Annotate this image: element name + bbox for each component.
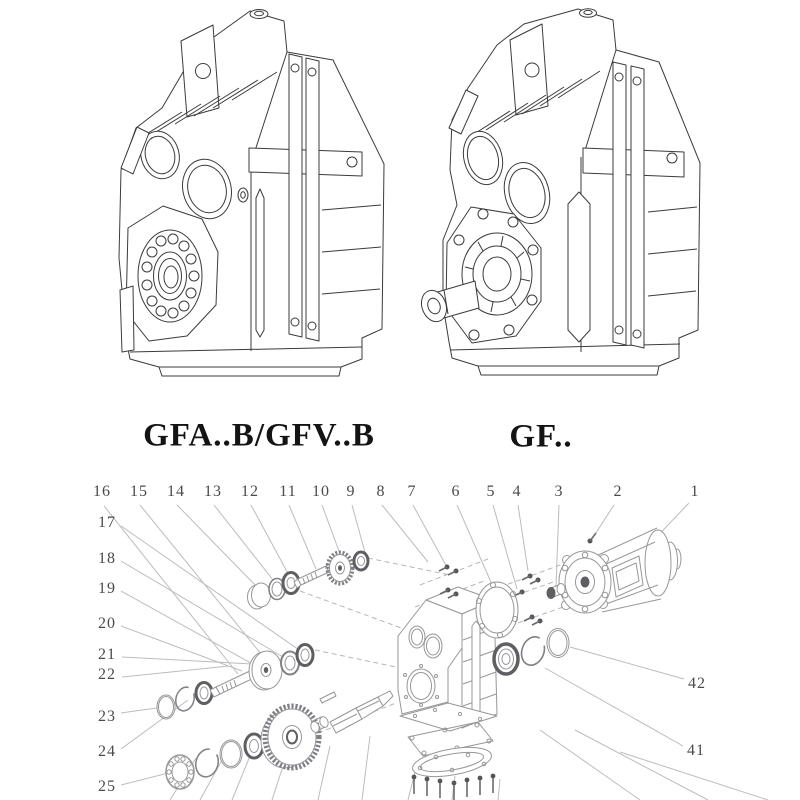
part-input-flange-gasket [476, 582, 518, 638]
callout-5: 5 [486, 483, 496, 500]
part-o-ring [547, 629, 569, 658]
exploded-drawing [104, 503, 768, 800]
callout-13: 13 [204, 483, 222, 500]
callout-3: 3 [554, 483, 564, 500]
callout-41: 41 [687, 742, 705, 759]
part-bottom-cover [410, 742, 493, 781]
callout-24: 24 [98, 743, 116, 760]
part-snap-ring [518, 634, 549, 669]
callout-10: 10 [312, 483, 330, 500]
callout-7: 7 [407, 483, 417, 500]
callout-1: 1 [690, 483, 700, 500]
callout-25: 25 [98, 778, 116, 795]
model-label-gfab-gfvb: GFA..B/GFV..B [143, 417, 375, 454]
output-flange-and-shaft [417, 207, 541, 343]
callout-42: 42 [688, 675, 706, 692]
callout-9: 9 [346, 483, 356, 500]
callout-17: 17 [98, 514, 116, 531]
callout-6: 6 [451, 483, 461, 500]
part-input-pinion-assembly [248, 552, 369, 609]
part-output-bearing [494, 644, 518, 674]
callout-12: 12 [241, 483, 259, 500]
callout-4: 4 [512, 483, 522, 500]
callout-18: 18 [98, 550, 116, 567]
part-motor-adapter [559, 528, 681, 613]
callout-8: 8 [376, 483, 386, 500]
callout-11: 11 [279, 483, 297, 500]
callout-19: 19 [98, 580, 116, 597]
callout-21: 21 [98, 646, 116, 663]
callout-15: 15 [130, 483, 148, 500]
callout-16: 16 [93, 483, 111, 500]
callout-23: 23 [98, 708, 116, 725]
gearbox-drawing-gfab-gfvb [119, 10, 384, 377]
part-cover-bolts [412, 774, 496, 800]
callout-2: 2 [613, 483, 623, 500]
callout-22: 22 [98, 666, 116, 683]
model-label-gf: GF.. [509, 418, 573, 455]
callout-20: 20 [98, 615, 116, 632]
callout-14: 14 [167, 483, 185, 500]
gearbox-drawing-gf [417, 9, 700, 375]
part-output-shaft-assembly [166, 691, 393, 789]
